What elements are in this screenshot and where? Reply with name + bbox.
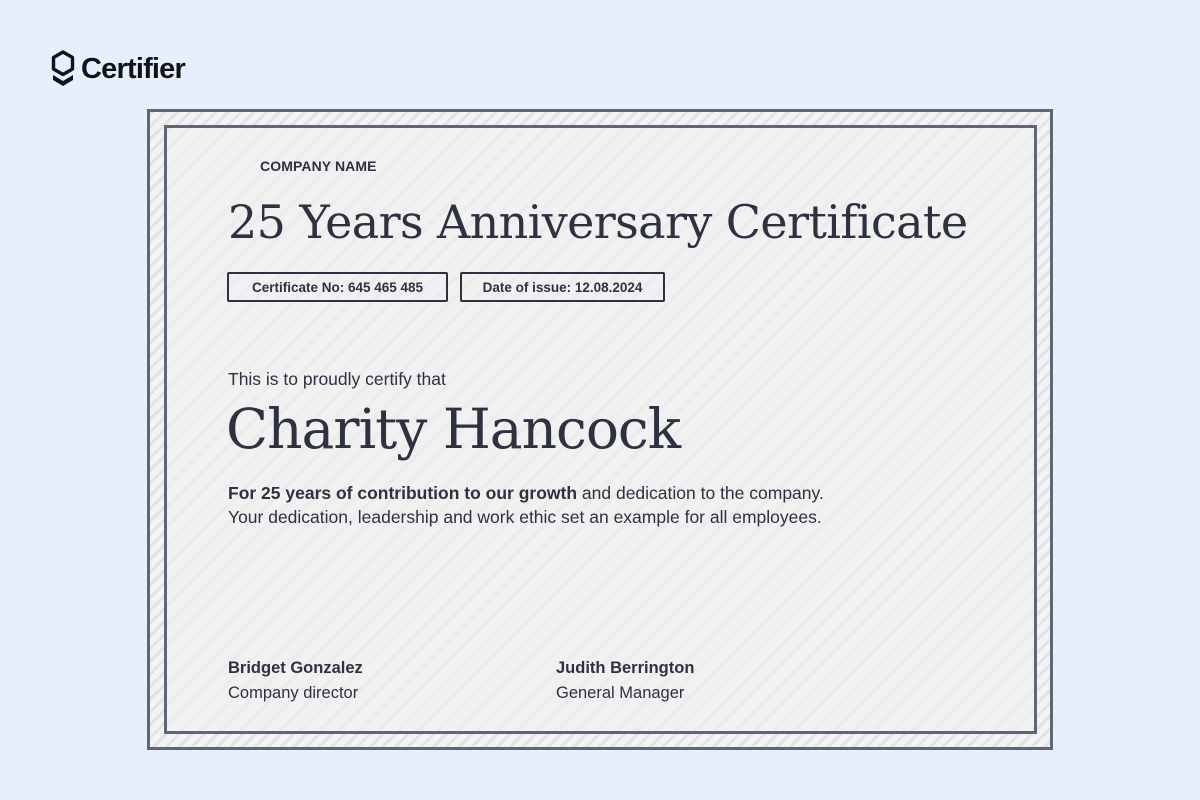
date-of-issue-badge — [460, 272, 665, 302]
signer-role: Company director — [228, 684, 359, 702]
brand-name: Certifier — [81, 52, 185, 85]
description-line-2: Your dedication, leadership and work ethic set an example for all employees. — [228, 507, 822, 527]
signature-block-director — [228, 657, 363, 705]
company-name: COMPANY NAME — [260, 158, 377, 174]
certificate-number-badge — [227, 272, 448, 302]
signer-name: Judith Berrington — [556, 659, 695, 677]
brand-logo — [50, 49, 185, 89]
date-of-issue: Date of issue: 12.08.2024 — [482, 279, 643, 295]
certify-intro: This is to proudly certify that — [228, 369, 446, 389]
certificate-description — [228, 481, 988, 529]
description-rest: and dedication to the company. — [577, 483, 824, 503]
certificate-number: Certificate No: 645 465 485 — [251, 279, 424, 295]
signature-block-manager — [556, 657, 694, 705]
recipient-name: Charity Hancock — [226, 397, 681, 461]
signer-role: General Manager — [556, 684, 685, 702]
signer-name: Bridget Gonzalez — [228, 659, 363, 677]
certifier-logo-icon — [50, 49, 76, 89]
description-line-1 — [228, 481, 988, 505]
description-bold: For 25 years of contribution to our growth — [228, 483, 578, 503]
certificate-title: 25 Years Anniversary Certificate — [228, 195, 968, 249]
